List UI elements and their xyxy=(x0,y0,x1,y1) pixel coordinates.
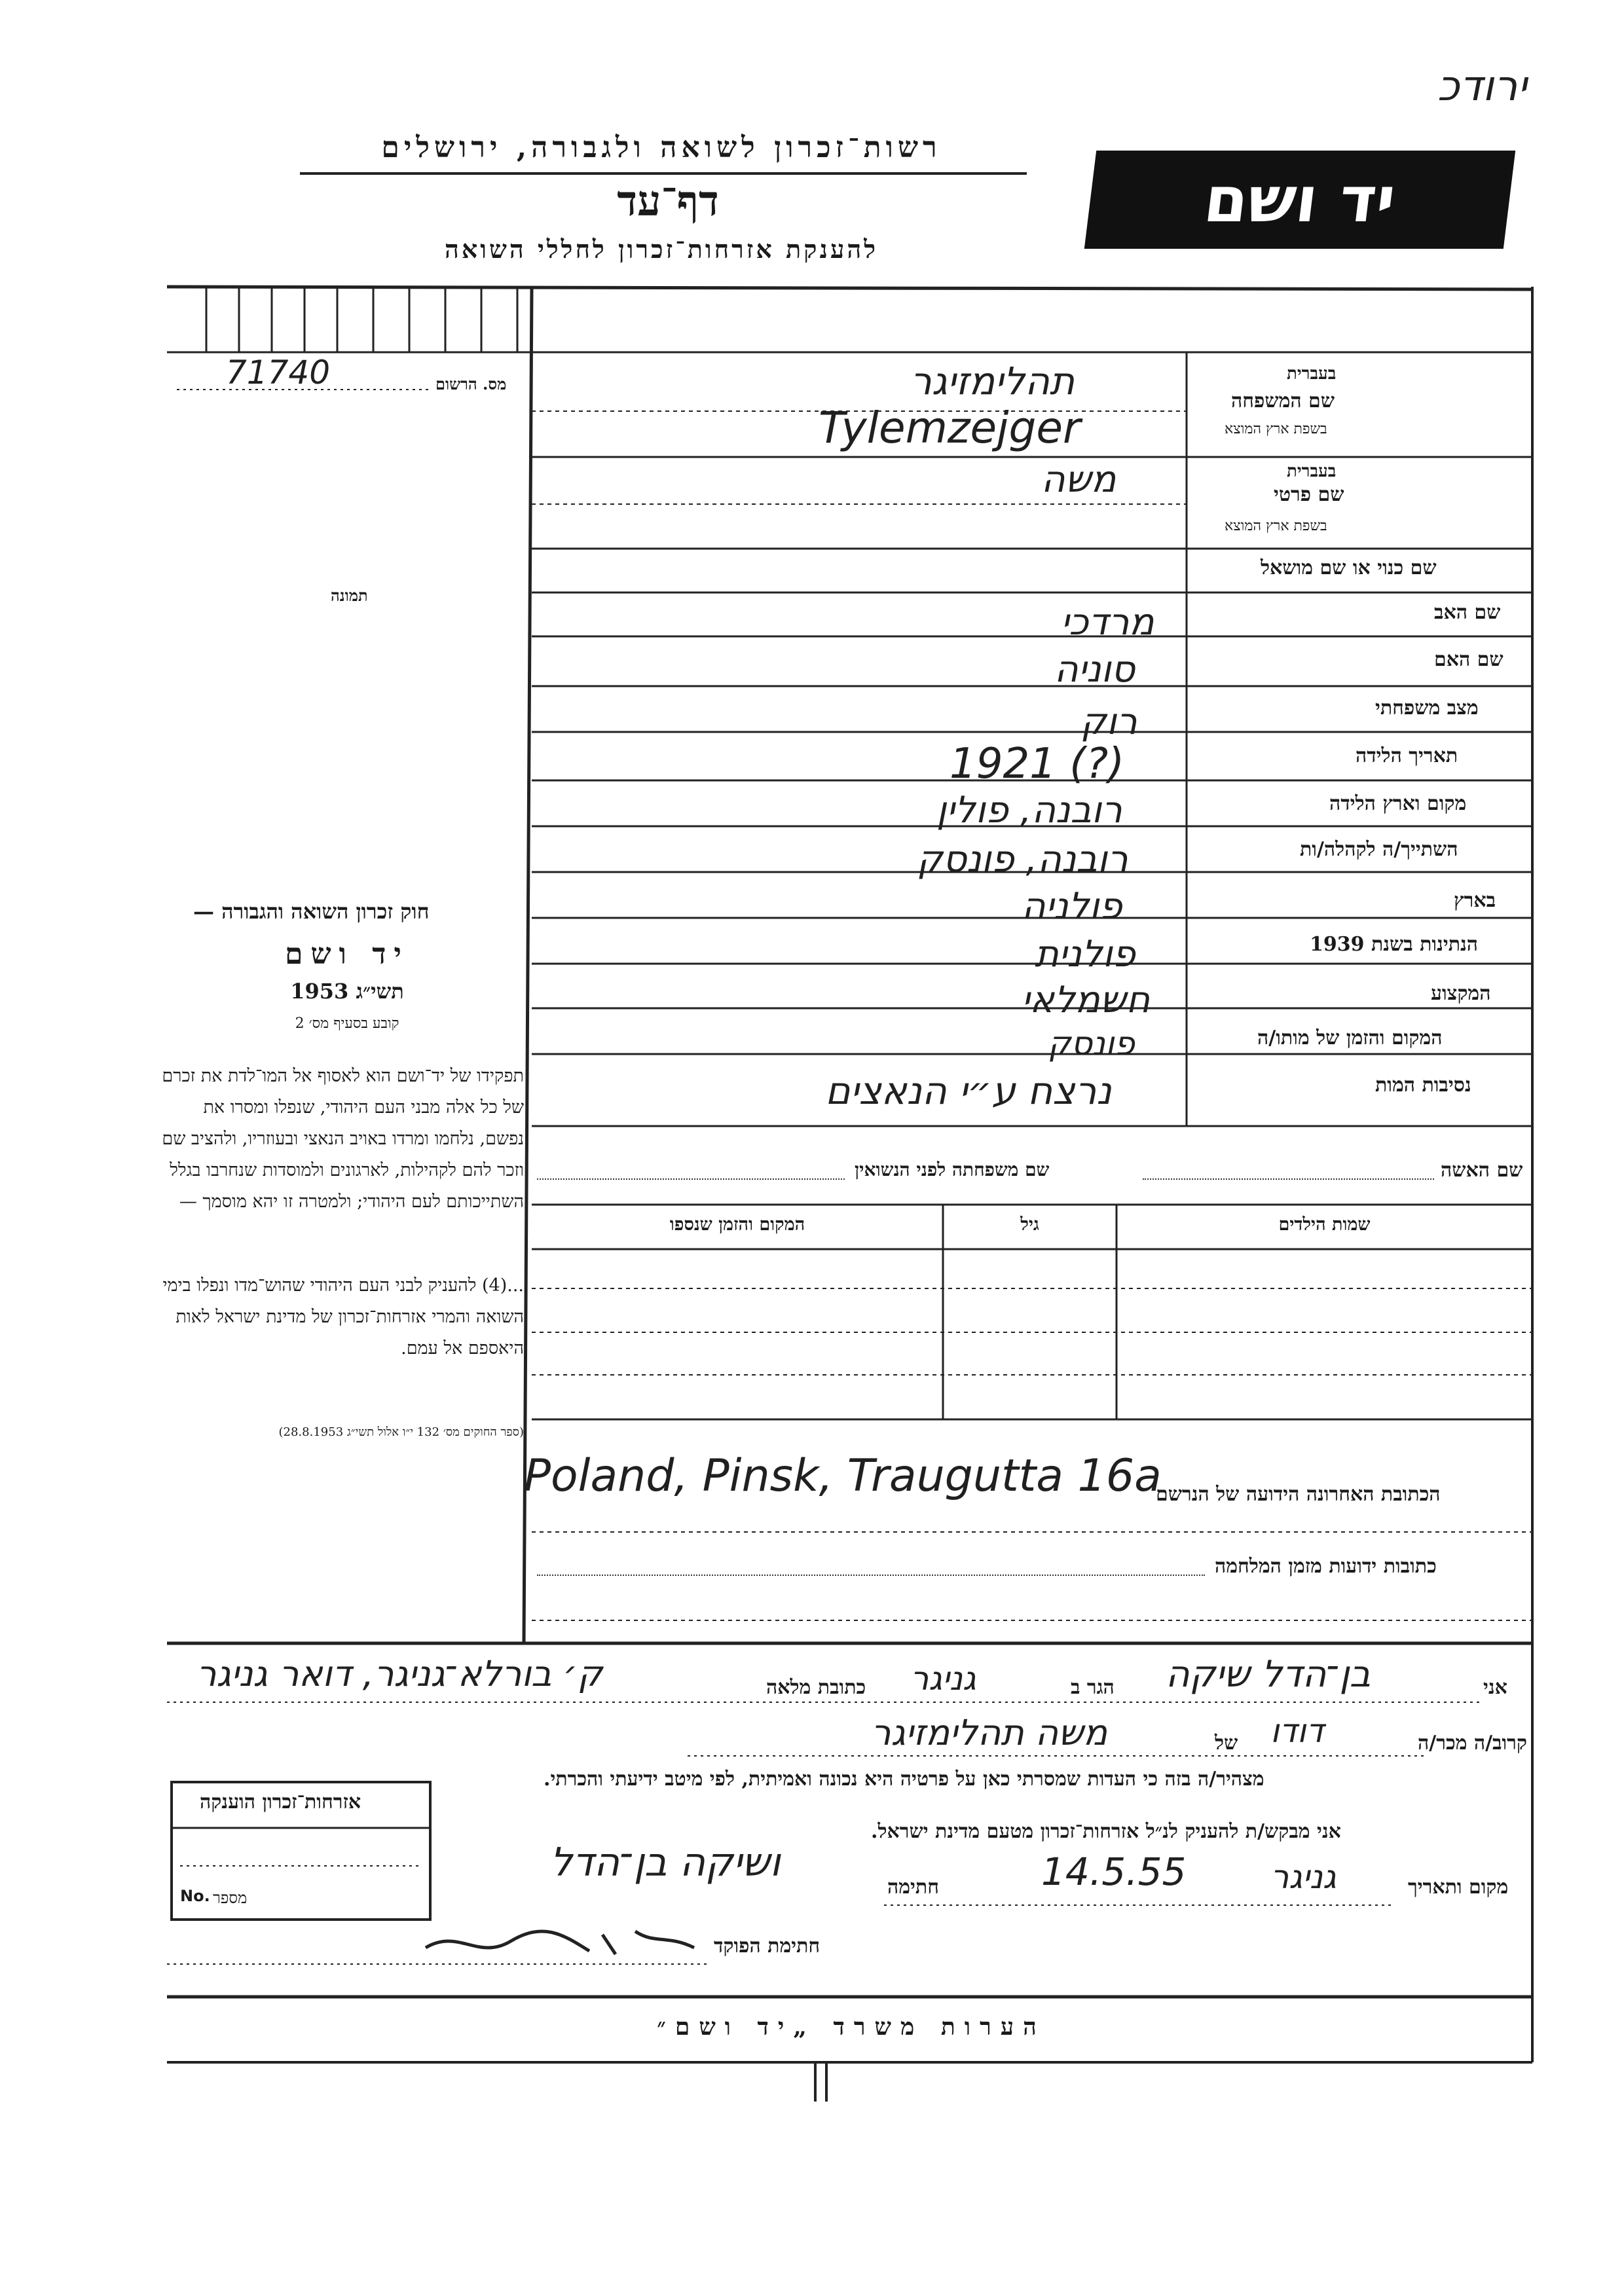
father-value[interactable]: מרדכי xyxy=(1061,601,1154,644)
profession-label: המקצוע xyxy=(1431,982,1491,1005)
relation-label: קרוב/ה מכר/ה xyxy=(1418,1732,1527,1755)
mother-value[interactable]: סוניה xyxy=(1054,648,1135,691)
citizenship-no-label: No. xyxy=(180,1887,210,1905)
marital-label: מצב משפחתי xyxy=(1375,697,1479,720)
declaration-statement-2: אני מבקש/ת להעניק לנ״ל אזרחות־זכרון מטעם מדינת ישראל. xyxy=(871,1820,1341,1843)
law-paragraph-2: ...(4) להעניק לבני העם היהודי שהוש־מדו ונפלו בימי השואה והמרי אזרחות־זכרון של מדינת ישראל לאות היאספם אל עמם. xyxy=(162,1275,524,1358)
mother-label: שם האם xyxy=(1434,648,1504,671)
registration-label: מס. הרשום xyxy=(435,374,507,393)
death-place-value[interactable]: פונסק xyxy=(1048,1025,1135,1063)
first-name-hebrew-label: בעברית xyxy=(1287,462,1337,481)
last-address-label: הכתובת האחרונה הידועה של הנרשם xyxy=(1156,1483,1441,1506)
wife-maiden-dotted-line xyxy=(537,1178,845,1180)
office-notes-label: הערות משרד „יד ושם״ xyxy=(657,2013,1046,2041)
citizenship-value[interactable]: פולנית xyxy=(1035,933,1135,975)
date-value[interactable]: 14.5.55 xyxy=(1041,1850,1187,1894)
children-names-header: שמות הילדים xyxy=(1278,1214,1371,1235)
family-name-origin-value[interactable]: Tylemzejger xyxy=(819,403,1081,453)
wife-maiden-label: שם משפחתה לפני הנשואין xyxy=(855,1159,1050,1180)
lives-in-label: הגר ב xyxy=(1071,1676,1115,1699)
form-title: דף־עד xyxy=(617,177,719,226)
law-paragraph-1: תפקידו של יד־ושם הוא לאסוף אל המו־לדת את זכרם של כל אלה מבני העם היהודי, שנפלו ומסרו את נפשם, נלחמו ומרדו באויב הנאצי ובעוזריו, ולהציב שם וזכר להם לקהילות, לארגונים ולמוסדות שנחרבו בגלל השתייכותם לעם היהודי; ולמטרה זו יהא מוסמך — xyxy=(162,1066,524,1212)
family-name-origin-label: בשפת ארץ המוצא xyxy=(1225,421,1327,437)
father-label: שם האב xyxy=(1434,601,1501,624)
family-name-label: שם המשפחה xyxy=(1231,390,1335,412)
law-name: יד ושם xyxy=(285,938,409,971)
first-name-label: שם פרטי xyxy=(1274,483,1344,506)
wife-label: שם האשה xyxy=(1441,1159,1523,1182)
death-place-label: המקום והזמן של מותו/ה xyxy=(1257,1027,1443,1049)
full-address-value[interactable]: ק׳ בורלא־גניגר, דואר גניגר xyxy=(196,1653,603,1694)
relation-value[interactable]: דודו xyxy=(1270,1712,1324,1750)
children-death-header: המקום והזמן שנספו xyxy=(669,1214,805,1235)
law-clause: קובע בסעיף מס׳ 2 xyxy=(295,1015,399,1032)
declarant-name[interactable]: בן־הדל שיקה xyxy=(1166,1653,1371,1696)
authority-title: רשות־זכרון לשואה ולגבורה, ירושלים xyxy=(381,131,942,164)
of-value[interactable]: משה תהלימזיגר xyxy=(871,1712,1108,1753)
law-citation: (ספר החוקים מס׳ 132 י״ו אלול תשי״ג 28.8.1953) xyxy=(278,1425,524,1439)
war-address-label: כתובות ידועות מזמן המלחמה xyxy=(1215,1555,1437,1578)
war-address-dotted-line xyxy=(537,1575,1205,1576)
community-label: השתייך/ה לקהלה/ות xyxy=(1300,838,1458,861)
of-label: של xyxy=(1215,1732,1238,1755)
place-date-label: מקום ותאריך xyxy=(1408,1876,1509,1899)
archive-stamp: ירודכ xyxy=(1437,62,1527,111)
photo-label: תמונה xyxy=(331,586,368,605)
place-value[interactable]: גניגר xyxy=(1270,1858,1337,1896)
citizenship-box-title: אזרחות־זכרון הוענקה xyxy=(200,1791,361,1813)
birth-place-label: מקום וארץ הלידה xyxy=(1329,792,1467,815)
birth-date-value[interactable]: 1921 (?) xyxy=(950,740,1125,788)
logo-text: יד ושם xyxy=(1200,163,1400,236)
full-address-label: כתובת מלאה xyxy=(766,1676,866,1699)
nickname-label: שם כנוי או שם מושאל xyxy=(1261,556,1437,579)
law-title: חוק זכרון השואה והגבורה — xyxy=(193,899,430,924)
first-name-origin-label: בשפת ארץ המוצא xyxy=(1225,518,1327,534)
official-signature-scribble xyxy=(419,1915,707,1967)
profession-value[interactable]: חשמלאי xyxy=(1022,979,1151,1021)
family-name-hebrew-value[interactable]: תהלימזיגר xyxy=(910,359,1075,403)
declaration-statement-1: מצהיר/ה בזה כי העדות שמסרתי כאן על פרטיה היא נכונה ואמיתית, לפי מיטב ידיעתי והכרתי. xyxy=(544,1768,1264,1791)
citizenship-number-label: מספר xyxy=(213,1889,248,1907)
wife-dotted-line xyxy=(1143,1178,1434,1180)
signature-label: חתימה xyxy=(887,1876,939,1899)
family-name-hebrew-label: בעברית xyxy=(1287,364,1337,384)
children-age-header: גיל xyxy=(1020,1214,1039,1235)
community-value[interactable]: רובנה, פונסק xyxy=(917,838,1128,881)
form-subtitle: להענקת אזרחות־זכרון לחללי השואה xyxy=(444,234,879,264)
official-signature-label: חתימת הפוקד xyxy=(714,1935,821,1958)
declarant-signature[interactable]: ושיקה בן־הדל xyxy=(550,1840,781,1886)
death-circumstances-label: נסיבות המות xyxy=(1375,1074,1471,1097)
citizenship-1939-label: הנתינות בשנת 1939 xyxy=(1310,933,1479,956)
country-value[interactable]: פולניה xyxy=(1022,885,1122,928)
lives-in-value[interactable]: גניגר xyxy=(910,1660,976,1698)
last-address-value[interactable]: Poland, Pinsk, Traugutta 16a xyxy=(524,1450,1162,1502)
first-name-hebrew-value[interactable]: משה xyxy=(1041,458,1116,501)
death-circumstances-value[interactable]: נרצח ע״י הנאצים xyxy=(825,1068,1112,1113)
birth-place-value[interactable]: רובנה, פולין xyxy=(936,789,1122,831)
birth-date-label: תאריך הלידה xyxy=(1356,744,1458,767)
declarant-label: אני xyxy=(1483,1676,1507,1699)
registration-number[interactable]: 71740 xyxy=(226,354,331,392)
country-label: בארץ xyxy=(1454,889,1496,912)
marital-value[interactable]: רוק xyxy=(1080,701,1137,743)
law-year: תשי״ג 1953 xyxy=(290,979,404,1004)
